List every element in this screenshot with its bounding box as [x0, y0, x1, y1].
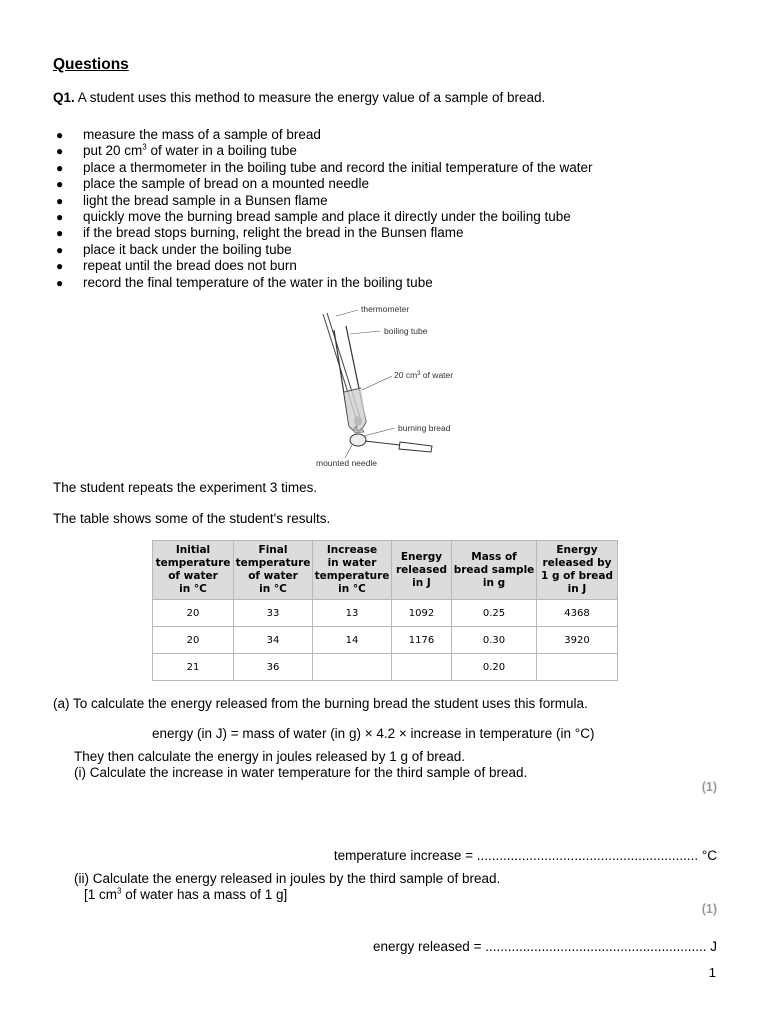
table-cell: 1092: [392, 600, 452, 627]
part-ii-text: (ii) Calculate the energy released in joules by the third sample of bread.: [74, 871, 501, 886]
label-burning-bread: burning bread: [398, 423, 451, 433]
table-cell: 0.30: [452, 627, 537, 654]
bullet-icon: ●: [56, 177, 64, 192]
method-step: ● place a thermometer in the boiling tube and record the initial temperature of the water: [56, 159, 593, 175]
table-cell: 14: [313, 627, 392, 654]
temperature-answer-line[interactable]: temperature increase = ........................................................... °C: [333, 848, 717, 863]
energy-formula: energy (in J) = mass of water (in g) × 4.2 × increase in temperature (in °C): [152, 726, 595, 741]
table-intro: The table shows some of the student's results.: [53, 511, 331, 526]
question-text: A student uses this method to measure the energy value of a sample of bread.: [74, 90, 546, 105]
table-cell: 1176: [392, 627, 452, 654]
table-row: [153, 600, 618, 627]
part-ii-note: [1 $cm^3$ of water has a mass of 1 g]: [84, 886, 288, 902]
column-header: Energy released by 1 g of bread in J: [537, 541, 618, 600]
table-row: [153, 654, 618, 681]
table-cell: 13: [313, 600, 392, 627]
bullet-icon: ●: [56, 242, 64, 257]
question-number: Q1.: [53, 90, 75, 105]
method-step: ● measure the mass of a sample of bread: [56, 127, 321, 142]
boiling-tube-icon: [334, 326, 366, 431]
label-water: 20 $cm^3$ of water: [394, 370, 454, 380]
column-header: Initial temperature of water in °C: [153, 541, 234, 600]
table-cell: 0.25: [452, 600, 537, 627]
table-cell: 33: [234, 600, 313, 627]
question-1-intro: [53, 90, 545, 105]
part-a-text: (a) To calculate the energy released from the burning bread the student uses this formula.: [53, 696, 588, 711]
mounted-needle-icon: [365, 441, 432, 452]
bullet-icon: ●: [56, 128, 64, 142]
mark-allocation: (1): [701, 780, 717, 794]
method-step: ● place it back under the boiling tube: [56, 241, 292, 257]
then-text: They then calculate the energy in joules released by 1 g of bread.: [74, 749, 465, 764]
table-cell: [537, 654, 618, 681]
results-table: [152, 540, 618, 681]
page-number: 1: [708, 965, 716, 980]
label-boiling-tube: boiling tube: [384, 326, 428, 336]
method-list: [53, 127, 593, 291]
table-cell: 20: [153, 600, 234, 627]
table-cell: [313, 654, 392, 681]
table-cell: 20: [153, 627, 234, 654]
table-cell: [392, 654, 452, 681]
method-step: ● light the bread sample in a Bunsen flame: [56, 192, 328, 208]
bullet-icon: ●: [56, 193, 64, 208]
method-step: ● place the sample of bread on a mounted needle: [56, 176, 369, 192]
table-cell: 21: [153, 654, 234, 681]
mark-allocation: (1): [701, 902, 717, 916]
method-step: ● if the bread stops burning, relight the bread in the Bunsen flame: [56, 225, 464, 241]
repeat-text: The student repeats the experiment 3 times.: [53, 480, 318, 495]
apparatus-diagram: [300, 300, 470, 475]
bullet-icon: ●: [56, 209, 64, 224]
label-thermometer: thermometer: [361, 304, 410, 314]
bullet-icon: ●: [56, 226, 64, 241]
method-step: ● quickly move the burning bread sample and place it directly under the boiling tube: [56, 208, 571, 224]
column-header: Energy released in J: [392, 541, 452, 600]
table-cell: 3920: [537, 627, 618, 654]
bullet-icon: ●: [56, 160, 64, 175]
table-row: [153, 627, 618, 654]
bullet-icon: ●: [56, 275, 64, 290]
method-step: ● repeat until the bread does not burn: [56, 258, 297, 274]
part-i-text: (i) Calculate the increase in water temperature for the third sample of bread.: [74, 765, 528, 780]
table-header-row: [153, 541, 618, 600]
column-header: Mass of bread sample in g: [452, 541, 537, 600]
label-mounted-needle: mounted needle: [316, 458, 377, 468]
column-header: Increase in water temperature in °C: [313, 541, 392, 600]
table-cell: 0.20: [452, 654, 537, 681]
bullet-icon: ●: [56, 144, 64, 159]
method-step: ● put 20 $cm^3$ of water in a boiling tube: [56, 142, 297, 159]
table-cell: 34: [234, 627, 313, 654]
energy-answer-line[interactable]: energy released = ........................................................... J: [373, 939, 717, 954]
table-cell: 36: [234, 654, 313, 681]
bullet-icon: ●: [56, 259, 64, 274]
page-heading: Questions: [53, 56, 129, 73]
table-cell: 4368: [537, 600, 618, 627]
column-header: Final temperature of water in °C: [234, 541, 313, 600]
method-step: ● record the final temperature of the water in the boiling tube: [56, 274, 433, 290]
